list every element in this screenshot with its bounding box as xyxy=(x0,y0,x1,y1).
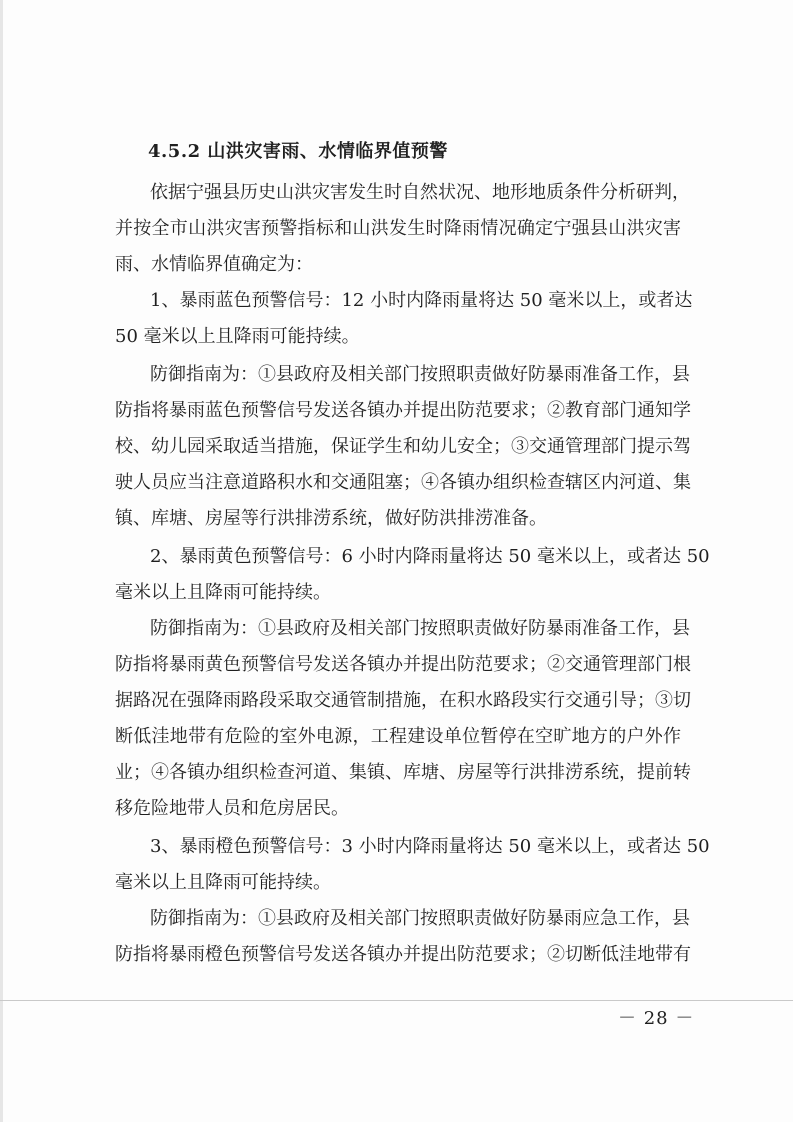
section-heading: 4.5.2 山洪灾害雨、水情临界值预警 xyxy=(148,141,448,162)
text-line: 驶人员应当注意道路积水和交通阻塞；④各镇办组织检查辖区内河道、集 xyxy=(115,472,691,493)
text-line: 防指将暴雨蓝色预警信号发送各镇办并提出防范要求；②教育部门通知学 xyxy=(115,400,691,421)
text-line: 校、幼儿园采取适当措施，保证学生和幼儿安全；③交通管理部门提示驾 xyxy=(115,436,691,457)
text-line: 防御指南为：①县政府及相关部门按照职责做好防暴雨应急工作，县 xyxy=(150,908,690,929)
text-line: 依据宁强县历史山洪灾害发生时自然状况、地形地质条件分析研判， xyxy=(150,182,690,203)
text-line: 断低洼地带有危险的室外电源，工程建设单位暂停在空旷地方的户外作 xyxy=(115,726,681,747)
text-line: 3、暴雨橙色预警信号：3 小时内降雨量将达 50 毫米以上，或者达 50 xyxy=(150,836,710,857)
text-line: 50 毫米以上且降雨可能持续。 xyxy=(115,326,360,347)
text-line: 毫米以上且降雨可能持续。 xyxy=(115,582,331,603)
text-line: 据路况在强降雨路段采取交通管制措施，在积水路段实行交通引导；③切 xyxy=(115,690,691,711)
text-line: 防御指南为：①县政府及相关部门按照职责做好防暴雨准备工作，县 xyxy=(150,618,690,639)
text-line: 1、暴雨蓝色预警信号：12 小时内降雨量将达 50 毫米以上，或者达 xyxy=(150,290,693,311)
text-line: 镇、库塘、房屋等行洪排涝系统，做好防洪排涝准备。 xyxy=(115,508,547,529)
text-line: 雨、水情临界值确定为： xyxy=(115,254,313,275)
text-line: 防指将暴雨黄色预警信号发送各镇办并提出防范要求；②交通管理部门根 xyxy=(115,654,691,675)
text-line: 防指将暴雨橙色预警信号发送各镇办并提出防范要求；②切断低洼地带有 xyxy=(115,944,691,965)
text-line: 并按全市山洪灾害预警指标和山洪发生时降雨情况确定宁强县山洪灾害 xyxy=(115,218,681,239)
text-line: 移危险地带人员和危房居民。 xyxy=(115,798,349,819)
text-line: 2、暴雨黄色预警信号：6 小时内降雨量将达 50 毫米以上，或者达 50 xyxy=(150,546,710,567)
text-line: 防御指南为：①县政府及相关部门按照职责做好防暴雨准备工作，县 xyxy=(150,364,690,385)
scan-edge-shadow xyxy=(0,0,3,1122)
page-number: － 28 － xyxy=(618,1008,695,1029)
text-line: 业；④各镇办组织检查河道、集镇、库塘、房屋等行洪排涝系统，提前转 xyxy=(115,762,691,783)
footer-divider xyxy=(0,1000,793,1001)
text-line: 毫米以上且降雨可能持续。 xyxy=(115,872,331,893)
